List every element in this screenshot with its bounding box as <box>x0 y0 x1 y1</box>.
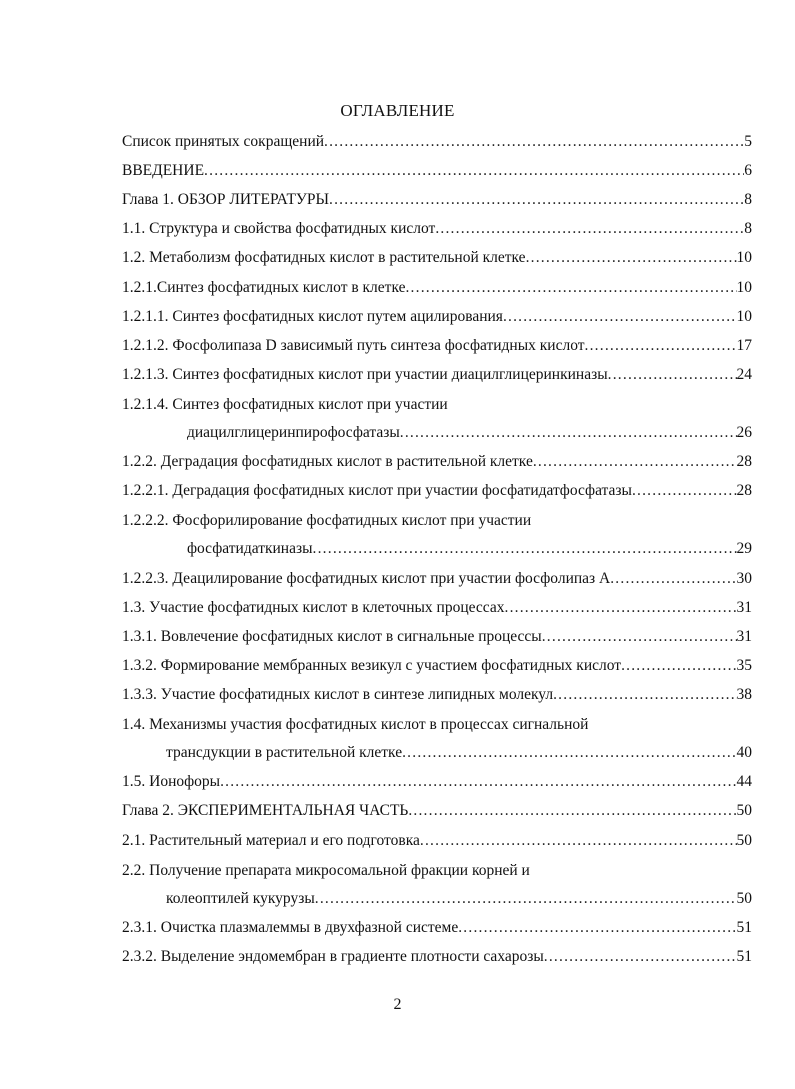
toc-entry[interactable] <box>122 948 752 970</box>
toc-entry-text: 1.1. Структура и свойства фосфатидных кислот <box>122 220 436 237</box>
leader-dots <box>542 628 737 646</box>
leader-dots <box>400 424 737 442</box>
leader-dots <box>553 686 736 704</box>
leader-dots <box>458 919 736 937</box>
toc-entry-text: 1.3.2. Формирование мембранных везикул с участием фосфатидных кислот <box>122 657 622 674</box>
toc-entry-text: Глава 2. ЭКСПЕРИМЕНТАЛЬНАЯ ЧАСТЬ <box>122 802 409 819</box>
toc-entry-text: 1.2.1.Синтез фосфатидных кислот в клетке <box>122 279 406 296</box>
toc-entry[interactable] <box>122 162 752 184</box>
toc-entry[interactable] <box>122 570 752 592</box>
toc-entry[interactable] <box>122 133 752 155</box>
toc-entry[interactable] <box>122 482 752 504</box>
toc-entry[interactable] <box>122 773 752 795</box>
toc-entry-text: диацилглицеринпирофосфатазы <box>187 424 400 441</box>
leader-dots <box>632 482 737 500</box>
leader-dots <box>503 308 737 326</box>
toc-entry-text: Глава 1. ОБЗОР ЛИТЕРАТУРЫ <box>122 191 330 208</box>
leader-dots <box>405 279 736 297</box>
toc-entry-first-line: 1.4. Механизмы участия фосфатидных кислот в процессах сигнальной <box>122 716 589 733</box>
leader-dots <box>585 337 737 355</box>
toc-entry[interactable] <box>187 424 752 446</box>
toc-entry-page: 30 <box>736 570 752 587</box>
leader-dots <box>505 599 737 617</box>
toc-entry[interactable] <box>122 453 752 475</box>
leader-dots <box>610 570 736 588</box>
toc-entry-text: 1.2. Метаболизм фосфатидных кислот в растительной клетке <box>122 249 526 266</box>
toc-entry-page: 31 <box>736 628 752 645</box>
toc-entry[interactable] <box>122 832 752 854</box>
toc-entry[interactable] <box>122 599 752 621</box>
toc-entry-text: 1.2.2.1. Деградация фосфатидных кислот при участии фосфатидатфосфатазы <box>122 482 632 499</box>
toc-entry-page: 35 <box>736 657 752 674</box>
toc-entry-page: 50 <box>736 890 752 907</box>
toc-entry[interactable] <box>122 337 752 359</box>
page-number: 2 <box>393 996 402 1013</box>
toc-entry[interactable] <box>122 308 752 330</box>
leader-dots <box>315 890 737 908</box>
toc-entry-page: 10 <box>736 279 752 296</box>
leader-dots <box>608 366 737 384</box>
toc-entry-text: 1.2.1.1. Синтез фосфатидных кислот путем ацилирования <box>122 308 503 325</box>
toc-entry-text: 1.5. Ионофоры <box>122 773 221 790</box>
toc-entry-text: 1.3.3. Участие фосфатидных кислот в синтезе липидных молекул <box>122 686 554 703</box>
toc-entry-page: 28 <box>736 453 752 470</box>
toc-entry-page: 10 <box>736 308 752 325</box>
toc-entry-text: колеоптилей кукурузы <box>166 890 315 907</box>
toc-entry-first-line: 1.2.1.4. Синтез фосфатидных кислот при участии <box>122 396 448 413</box>
toc-entry[interactable] <box>122 657 752 679</box>
toc-entry-page: 51 <box>736 919 752 936</box>
toc-entry-page: 50 <box>736 832 752 849</box>
toc-entry-text: 1.3. Участие фосфатидных кислот в клеточных процессах <box>122 599 505 616</box>
leader-dots <box>435 220 744 238</box>
toc-entry[interactable] <box>187 540 752 562</box>
toc-entry-page: 17 <box>736 337 752 354</box>
toc-title: ОГЛАВЛЕНИЕ <box>340 101 455 120</box>
toc-entry-page: 31 <box>736 599 752 616</box>
leader-dots <box>533 453 737 471</box>
toc-entry-page: 8 <box>744 220 752 237</box>
toc-entry[interactable] <box>166 890 752 912</box>
toc-entry-text: 1.2.2.3. Деацилирование фосфатидных кислот при участии фосфолипаз А <box>122 570 611 587</box>
toc-entry-page: 10 <box>736 249 752 266</box>
toc-entry-text: 2.1. Растительный материал и его подготовка <box>122 832 420 849</box>
toc-entry-page: 5 <box>744 133 752 150</box>
toc-entry[interactable] <box>122 802 752 824</box>
toc-entry-text: 2.3.2. Выделение эндомембран в градиенте плотности сахарозы <box>122 948 544 965</box>
toc-entry-text: 1.2.2. Деградация фосфатидных кислот в растительной клетке <box>122 453 533 470</box>
toc-entry-text: Список принятых сокращений <box>122 133 325 150</box>
toc-entry-page: 44 <box>736 773 752 790</box>
toc-entry-first-line: 2.2. Получение препарата микросомальной фракции корней и <box>122 862 530 879</box>
leader-dots <box>313 540 737 558</box>
toc-entry[interactable] <box>122 919 752 941</box>
toc-entry[interactable] <box>122 249 752 271</box>
toc-entry-first-line: 1.2.2.2. Фосфорилирование фосфатидных кислот при участии <box>122 512 532 529</box>
toc-entry-text: ВВЕДЕНИЕ <box>122 162 205 179</box>
toc-entry[interactable] <box>122 628 752 650</box>
leader-dots <box>402 744 736 762</box>
toc-entry-page: 38 <box>736 686 752 703</box>
toc-entry-page: 28 <box>736 482 752 499</box>
leader-dots <box>420 832 737 850</box>
toc-entry-page: 24 <box>736 366 752 383</box>
toc-entry-page: 8 <box>744 191 752 208</box>
toc-entry-text: 1.2.1.3. Синтез фосфатидных кислот при участии диацилглицеринкиназы <box>122 366 608 383</box>
toc-entry[interactable] <box>122 220 752 242</box>
toc-entry-text: 1.2.1.2. Фосфолипаза D зависимый путь синтеза фосфатидных кислот <box>122 337 585 354</box>
leader-dots <box>329 191 744 209</box>
leader-dots <box>220 773 736 791</box>
toc-entry[interactable] <box>122 686 752 708</box>
toc-entry-text: трансдукции в растительной клетке <box>166 744 403 761</box>
leader-dots <box>544 948 737 966</box>
leader-dots <box>526 249 737 267</box>
toc-entry-page: 40 <box>736 744 752 761</box>
toc-entry-text: 2.3.1. Очистка плазмалеммы в двухфазной системе <box>122 919 459 936</box>
toc-entry-text: фосфатидаткиназы <box>187 540 313 557</box>
leader-dots <box>408 802 736 820</box>
toc-entry-page: 26 <box>736 424 752 441</box>
toc-entry-page: 6 <box>744 162 752 179</box>
leader-dots <box>204 162 744 180</box>
leader-dots <box>621 657 736 675</box>
toc-entry[interactable] <box>122 191 752 213</box>
toc-entry-page: 51 <box>736 948 752 965</box>
toc-entry[interactable] <box>122 366 752 388</box>
toc-entry-page: 50 <box>736 802 752 819</box>
toc-entry-text: 1.3.1. Вовлечение фосфатидных кислот в сигнальные процессы <box>122 628 542 645</box>
toc-entry-page: 29 <box>736 540 752 557</box>
toc-entry[interactable] <box>122 279 752 301</box>
toc-entry[interactable] <box>166 744 752 766</box>
leader-dots <box>324 133 744 151</box>
